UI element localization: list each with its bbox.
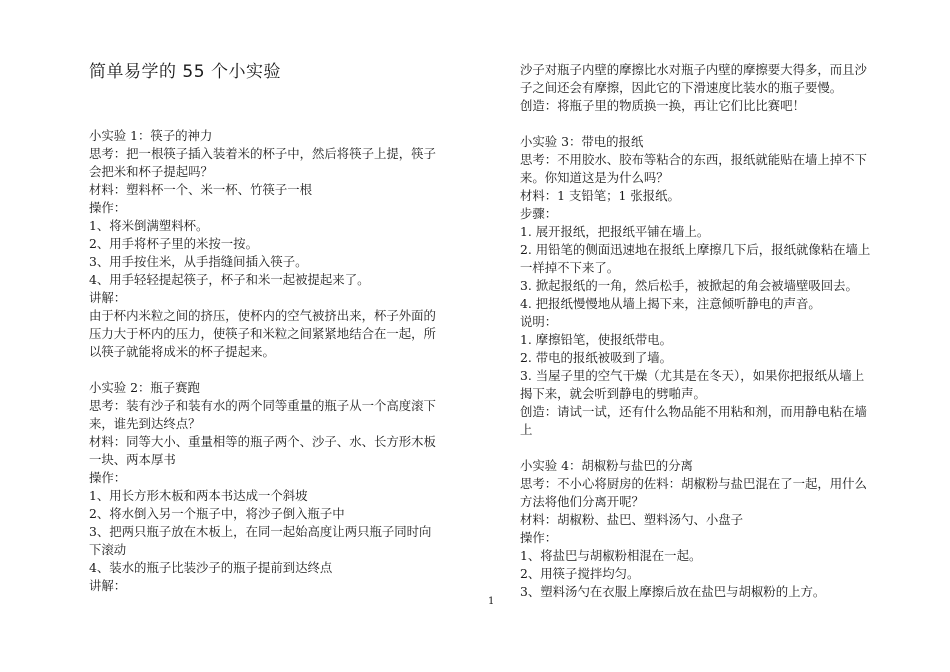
text-line: 小实验 4：胡椒粉与盐巴的分离	[520, 458, 693, 473]
text-line: 1、用长方形木板和两本书达成一个斜坡	[89, 488, 308, 503]
text-line: 讲解：	[89, 578, 127, 593]
text-line: 会把米和杯子提起吗？	[89, 164, 213, 179]
text-line: 4. 把报纸慢慢地从墙上揭下来，注意倾听静电的声音。	[520, 296, 821, 311]
text-line: 3. 掀起报纸的一角，然后松手，被掀起的角会被墙壁吸回去。	[520, 278, 858, 293]
text-line: 1. 摩擦铅笔，使报纸带电。	[520, 332, 673, 347]
text-line: 讲解：	[89, 290, 127, 305]
document-title: 简单易学的 55 个小实验	[89, 62, 281, 82]
text-line: 小实验 1：筷子的神力	[89, 128, 213, 143]
text-line: 2、用手将杯子里的米按一按。	[89, 236, 258, 251]
text-line: 沙子对瓶子内壁的摩擦比水对瓶子内壁的摩擦要大得多，而且沙	[520, 62, 867, 77]
text-line: 一块、两本厚书	[89, 452, 176, 467]
text-line: 4、用手轻轻提起筷子，杯子和米一起被提起来了。	[89, 272, 370, 287]
text-line: 下滚动	[89, 542, 127, 557]
text-line: 来，谁先到达终点？	[89, 416, 201, 431]
text-line: 说明：	[520, 314, 558, 329]
text-line: 思考：不用胶水、胶布等粘合的东西，报纸就能贴在墙上掉不下	[520, 152, 867, 167]
text-line: 3、把两只瓶子放在木板上，在同一起始高度让两只瓶子同时向	[89, 524, 432, 539]
text-line: 操作：	[89, 470, 127, 485]
text-line: 思考：把一根筷子插入装着米的杯子中，然后将筷子上提，筷子	[89, 146, 436, 161]
text-line: 一样掉不下来了。	[520, 260, 620, 275]
text-line: 2. 用铅笔的侧面迅速地在报纸上摩擦几下后，报纸就像粘在墙上	[520, 242, 871, 257]
text-line: 1、将米倒满塑料杯。	[89, 218, 209, 233]
text-line: 子之间还会有摩擦，因此它的下滑速度比装水的瓶子要慢。	[520, 80, 843, 95]
text-line: 材料：胡椒粉、盐巴、塑料汤勺、小盘子	[520, 512, 744, 527]
text-line: 1. 展开报纸，把报纸平铺在墙上。	[520, 224, 710, 239]
text-line: 2、将水倒入另一个瓶子中，将沙子倒入瓶子中	[89, 506, 345, 521]
text-line: 创造：请试一试，还有什么物品能不用粘和剂，而用静电粘在墙	[520, 404, 867, 419]
text-line: 2、用筷子搅拌均匀。	[520, 566, 640, 581]
text-line: 思考：不小心将厨房的佐料：胡椒粉与盐巴混在了一起，用什么	[520, 476, 867, 491]
text-line: 材料：1 支铅笔；1 张报纸。	[520, 188, 680, 203]
text-line: 3、塑料汤勺在衣服上摩擦后放在盐巴与胡椒粉的上方。	[520, 584, 826, 599]
text-line: 步骤：	[520, 206, 558, 221]
text-line: 小实验 2：瓶子赛跑	[89, 380, 200, 395]
text-line: 1、将盐巴与胡椒粉相混在一起。	[520, 548, 702, 563]
text-line: 压力大于杯内的压力，使筷子和米粒之间紧紧地结合在一起，所	[89, 326, 436, 341]
text-line: 由于杯内米粒之间的挤压，使杯内的空气被挤出来，杯子外面的	[89, 308, 436, 323]
text-line: 方法将他们分离开呢？	[520, 494, 644, 509]
text-line: 以筷子就能将成米的杯子提起来。	[89, 344, 275, 359]
text-line: 3. 当屋子里的空气干燥（尤其是在冬天），如果你把报纸从墙上	[520, 368, 865, 383]
text-line: 思考：装有沙子和装有水的两个同等重量的瓶子从一个高度滚下	[89, 398, 436, 413]
text-line: 操作：	[89, 200, 127, 215]
text-line: 4、装水的瓶子比装沙子的瓶子提前到达终点	[89, 560, 333, 575]
text-line: 来。你知道这是为什么吗？	[520, 170, 669, 185]
text-line: 2. 带电的报纸被吸到了墙。	[520, 350, 673, 365]
text-line: 上	[520, 422, 533, 437]
text-line: 创造：将瓶子里的物质换一换，再让它们比比赛吧！	[520, 98, 805, 113]
text-line: 揭下来，就会听到静电的劈啪声。	[520, 386, 706, 401]
text-line: 材料：同等大小、重量相等的瓶子两个、沙子、水、长方形木板	[89, 434, 436, 449]
text-line: 操作：	[520, 530, 558, 545]
text-line: 材料：塑料杯一个、米一杯、竹筷子一根	[89, 182, 313, 197]
page-number: 1	[488, 596, 495, 607]
text-line: 3、用手按住米，从手指缝间插入筷子。	[89, 254, 308, 269]
text-line: 小实验 3：带电的报纸	[520, 134, 644, 149]
